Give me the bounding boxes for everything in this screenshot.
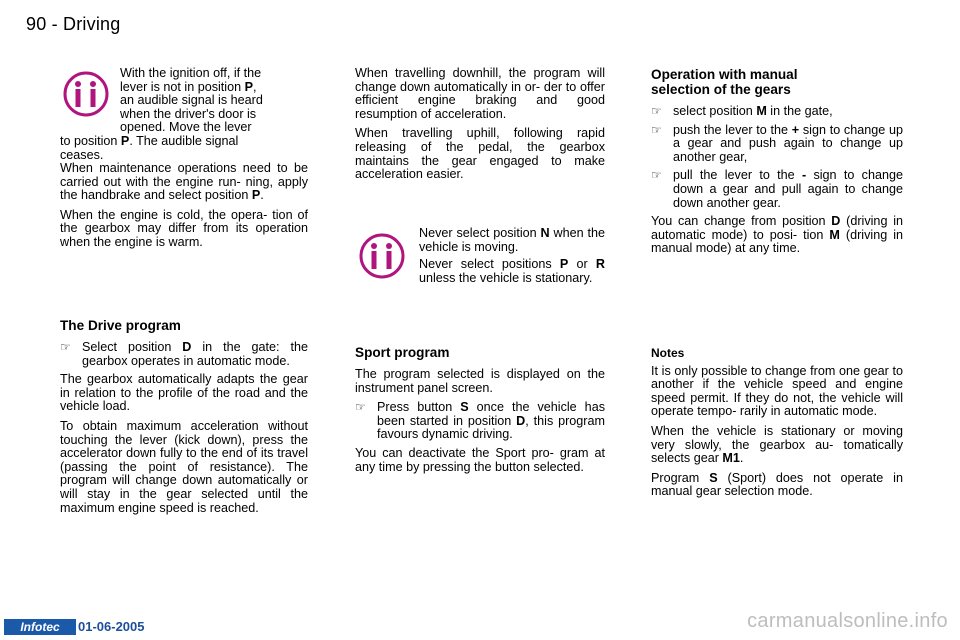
- page-header: [26, 14, 120, 35]
- list-item: ☞ push the lever to the + sign to change up a gear and push again to change up another gear,: [651, 122, 903, 164]
- sport-program-section: [355, 345, 605, 480]
- info-icon: [358, 232, 406, 280]
- column-2: [355, 67, 605, 188]
- paragraph: It is only possible to change from one gear to another if the vehicle speed and engine speed permit. If they do not, the vehicle will operate tempo- rarily in automatic mode.: [651, 363, 903, 419]
- pointing-finger-icon: ☞: [60, 340, 71, 354]
- notes-section: [651, 347, 903, 505]
- info-box-ignition: With the ignition off, if the lever is not in position P, an audible signal is heard when the driver's door is opened. Move the lever to position P. The audible signal ceases.: [60, 66, 263, 162]
- info-box-never-select: Never select position N when the vehicle is moving. Never select positions P or R unless the vehicle is stationary.: [419, 226, 605, 285]
- footer-date: 01-06-2005: [78, 619, 145, 634]
- pointing-finger-icon: ☞: [651, 168, 662, 183]
- section-heading: The Drive program: [60, 318, 181, 333]
- pointing-finger-icon: ☞: [651, 104, 662, 118]
- paragraph: You can change from position D (driving in automatic mode) to posi- tion M (driving in manual mode) at any time.: [651, 214, 904, 256]
- page-number: 90: [26, 14, 47, 34]
- paragraph: The gearbox automatically adapts the gear in relation to the profile of the road and the vehicle load.: [60, 372, 308, 414]
- list-item: ☞ Press button S once the vehicle has been started in position D, this program favours dynamic driving.: [355, 400, 605, 442]
- paragraph: When the vehicle is stationary or moving very slowly, the gearbox au- tomatically selects gear M1.: [651, 423, 903, 466]
- paragraph: When travelling downhill, the program will change down automatically in or- der to offer efficient engine braking and good resumption of acceleration.: [355, 66, 605, 121]
- paragraph: When travelling uphill, following rapid releasing of the pedal, the gearbox maintains the gear engaged to make acceleration easier.: [355, 126, 605, 182]
- watermark: carmanualsonline.info: [747, 610, 948, 632]
- paragraph: To obtain maximum acceleration without touching the lever (kick down), press the accelerator down fully to the end of its travel (passing the point of resistance). The program will change down automatically or will stay in the gear selected until the maximum engine speed is reached.: [60, 418, 308, 515]
- header-separator: -: [51, 14, 58, 34]
- paragraph: The program selected is displayed on the instrument panel screen.: [355, 367, 605, 395]
- section-heading: Operation with manual selection of the gears: [651, 67, 798, 97]
- paragraph: Program S (Sport) does not operate in manual gear selection mode.: [651, 470, 903, 499]
- pointing-finger-icon: ☞: [651, 122, 662, 137]
- section-heading: Sport program: [355, 345, 450, 360]
- paragraph: When the engine is cold, the opera- tion of the gearbox may differ from its operation when the engine is warm.: [60, 207, 308, 249]
- paragraph: You can deactivate the Sport pro- gram at any time by pressing the button selected.: [355, 445, 605, 474]
- infotec-badge: Infotec: [4, 619, 76, 635]
- column-1: [60, 162, 308, 256]
- list-item: ☞ Select position D in the gate: the gearbox operates in automatic mode.: [60, 340, 308, 368]
- pointing-finger-icon: ☞: [355, 400, 366, 415]
- list-item: ☞ select position M in the gate,: [651, 104, 833, 118]
- drive-program-section: [60, 318, 308, 521]
- notes-heading: Notes: [651, 346, 685, 360]
- paragraph: When maintenance operations need to be carried out with the engine run- ning, apply the handbrake and select position P.: [60, 161, 308, 203]
- manual-selection-section: [651, 67, 903, 262]
- list-item: ☞ pull the lever to the - sign to change down a gear and pull again to change down another gear.: [651, 168, 903, 210]
- section-title: Driving: [63, 14, 121, 34]
